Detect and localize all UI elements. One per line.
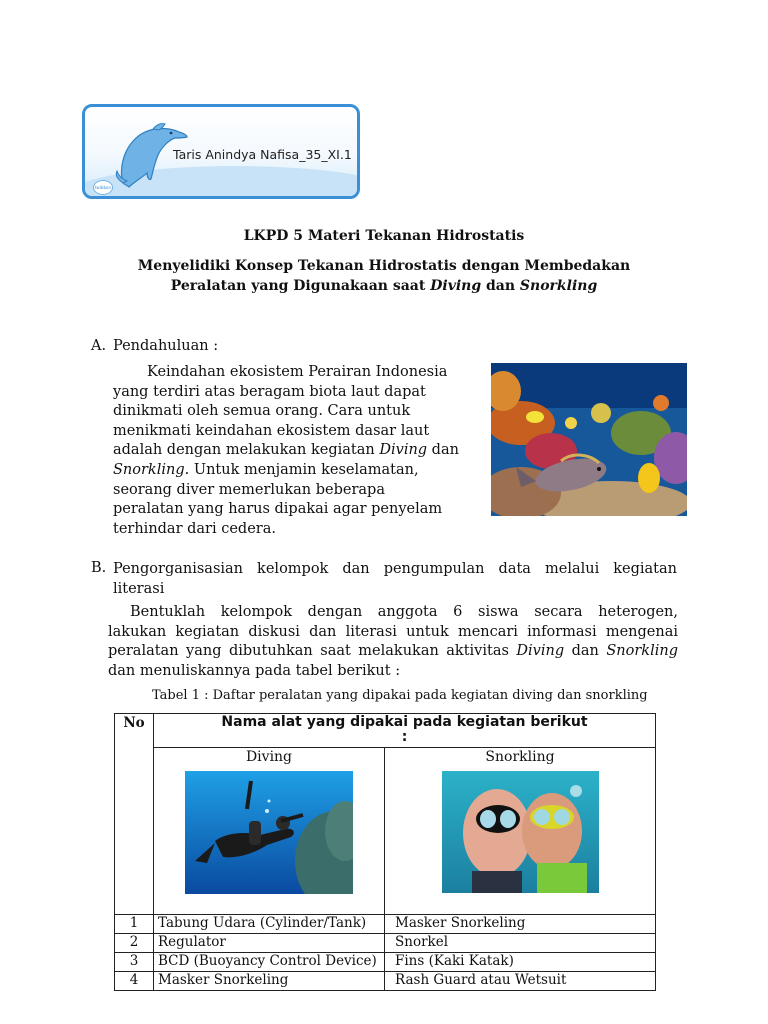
row-3-no: 3 bbox=[115, 953, 154, 972]
row-1-diving: Tabung Udara (Cylinder/Tank) bbox=[154, 915, 385, 934]
worksheet-title: LKPD 5 Materi Tekanan Hidrostatis bbox=[243, 228, 525, 244]
col-no-header: No bbox=[115, 714, 154, 915]
row-2-diving: Regulator bbox=[154, 934, 385, 953]
col-group-header: Nama alat yang dipakai pada kegiatan berikut : bbox=[154, 714, 656, 748]
section-a-title: Pendahuluan : bbox=[113, 338, 219, 354]
row-1-no: 1 bbox=[115, 915, 154, 934]
coral-reef-image bbox=[491, 363, 687, 516]
row-4-diving: Masker Snorkeling bbox=[154, 972, 385, 991]
section-b-title: Pengorganisasian kelompok dan pengumpulan data melalui kegiatan literasi bbox=[113, 561, 677, 597]
worksheet-subtitle-line1: Menyelidiki Konsep Tekanan Hidrostatis dengan Membedakan bbox=[137, 258, 631, 274]
worksheet-subtitle-line2: Peralatan yang Digunakaan saat Diving dan Snorkling bbox=[170, 278, 598, 294]
snorkelers-icon bbox=[442, 771, 599, 893]
scuba-diver-icon bbox=[185, 771, 353, 894]
snorkelers-image bbox=[442, 771, 599, 893]
name-card bbox=[82, 104, 360, 199]
student-name: Taris Anindya Nafisa_35_XI.1 bbox=[173, 147, 352, 162]
twibbon-logo-icon: twibbon bbox=[93, 180, 113, 195]
section-b-label: B. bbox=[91, 560, 107, 576]
col-snorkling-header: Snorkling bbox=[385, 748, 656, 915]
row-2-no: 2 bbox=[115, 934, 154, 953]
row-3-diving: BCD (Buoyancy Control Device) bbox=[154, 953, 385, 972]
table-caption: Tabel 1 : Daftar peralatan yang dipakai pada kegiatan diving dan snorkling bbox=[152, 688, 648, 703]
row-4-snorkling: Rash Guard atau Wetsuit bbox=[385, 972, 656, 991]
section-a-label: A. bbox=[91, 338, 107, 354]
row-1-snorkling: Masker Snorkeling bbox=[385, 915, 656, 934]
row-3-snorkling: Fins (Kaki Katak) bbox=[385, 953, 656, 972]
row-2-snorkling: Snorkel bbox=[385, 934, 656, 953]
section-b-paragraph: Bentuklah kelompok dengan anggota 6 siswa secara heterogen, lakukan kegiatan diskusi dan literasi untuk mencari informasi mengenai peralatan yang dibutuhkan saat melakukan aktivitas Diving dan Snorkling dan menuliskannya pada tabel berikut : bbox=[108, 604, 678, 679]
diver-image bbox=[185, 771, 353, 894]
row-4-no: 4 bbox=[115, 972, 154, 991]
col-diving-header: Diving bbox=[154, 748, 385, 915]
section-a-paragraph: Keindahan ekosistem Perairan Indonesia yang terdiri atas beragam biota laut dapat dinikmati oleh semua orang. Cara untuk menikmati keindahan ekosistem dasar laut adalah dengan melakukan kegiatan Diving dan Snorkling. Untuk menjamin keselamatan, seorang diver memerlukan beberapa peralatan yang harus dipakai agar penyelam terhindar dari cedera. bbox=[113, 364, 459, 537]
coral-reef-icon bbox=[491, 363, 687, 516]
equipment-table bbox=[114, 713, 656, 991]
